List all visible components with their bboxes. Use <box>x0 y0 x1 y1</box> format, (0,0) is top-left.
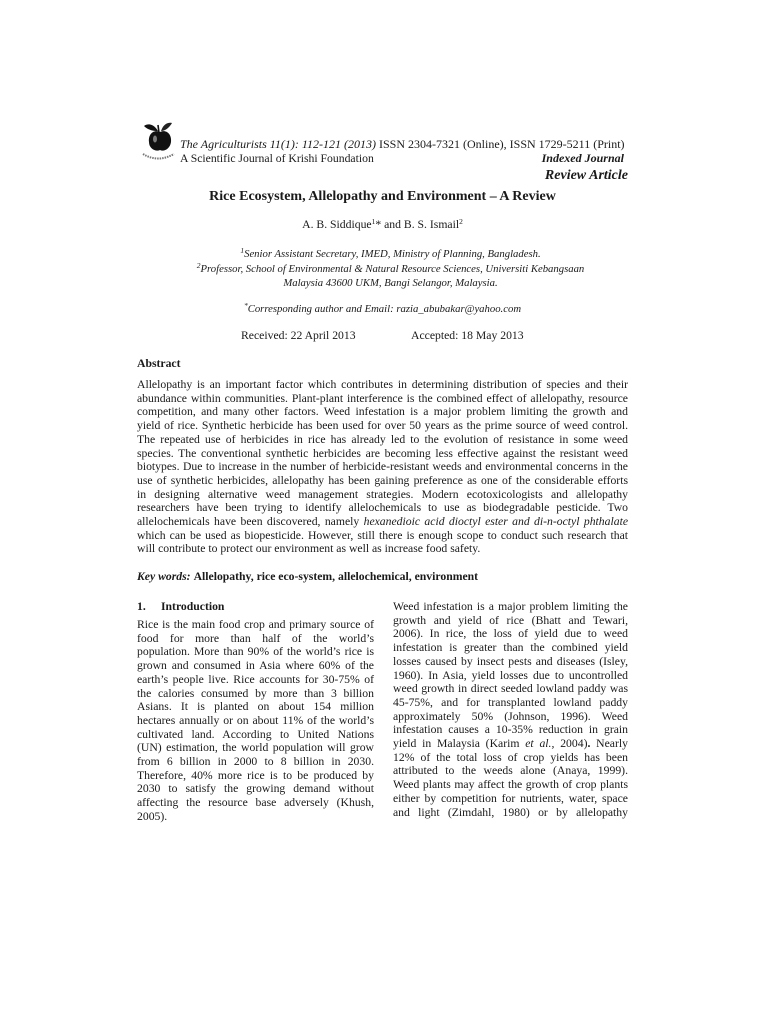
right-column-line-text: 2004) <box>554 737 588 751</box>
abstract-line: abundance within communities. Plant-plant interference is the combined effect of allelopathy, resource <box>137 391 628 405</box>
affiliation-2 <box>145 262 636 277</box>
affiliation-marker: 1 <box>371 217 376 226</box>
abstract-line: species. The conventional synthetic herbicides are becoming less effective against the resistant weed <box>137 446 628 460</box>
author-line <box>137 218 628 232</box>
received-date: Received: 22 April 2013 <box>241 329 356 342</box>
author-name: A. B. Siddique <box>302 218 372 231</box>
left-column-line: from 6 billion in 2000 to 8 billion in 2030. <box>137 755 374 769</box>
accepted-date: Accepted: 18 May 2013 <box>411 329 524 342</box>
left-column-line: 2005). <box>137 809 168 823</box>
affiliation-marker: 2 <box>459 217 463 226</box>
journal-citation: The Agriculturists 11(1): 112-121 (2013) <box>180 137 376 151</box>
indexed-label: Indexed Journal <box>541 151 624 165</box>
left-column-line: affecting the resource base adversely (Khush, <box>137 796 374 810</box>
affiliation-1 <box>145 247 636 262</box>
section-title: Introduction <box>161 600 225 613</box>
affiliation-2-continued <box>145 276 636 291</box>
right-column-line: 1960). In Asia, yield losses due to uncontrolled <box>393 668 628 682</box>
abstract-line: yield of rice. Synthetic herbicide has been used for over 50 years as the prime source of weed control. <box>137 419 628 433</box>
corresponding-author <box>137 302 628 316</box>
bold-period: . <box>587 737 591 751</box>
left-column-line: grown and consumed in Asia where 60% of the <box>137 659 374 673</box>
abstract-line: competition, and many other factors. Weed infestation is a major problem limiting the growth and <box>137 405 628 419</box>
right-column-line: Weed infestation is a major problem limiting the <box>393 600 628 613</box>
left-column-line: earth’s people live. Rice accounts for 30-75% of <box>137 672 374 686</box>
author-name: B. S. Ismail <box>403 218 460 231</box>
left-column-line: (UN) estimation, the world population will grow <box>137 741 374 755</box>
issn: ISSN 2304-7321 (Online), ISSN 1729-5211 (Print) <box>378 137 625 151</box>
abstract-line: researchers have been trying to identify allelochemicals to use as biodegradable pesticide. Two <box>137 501 628 515</box>
right-column-line: Weed plants may affect the growth of crop plants <box>393 778 628 792</box>
journal-logo <box>136 118 180 164</box>
keywords-label: Key words: <box>137 570 191 583</box>
journal-header-line <box>180 137 625 151</box>
right-column-line: infestation is greater than the combined yield <box>393 641 628 655</box>
journal-subheader-line <box>180 151 624 165</box>
keywords-text: Allelopathy, rice eco-system, allelochemical, environment <box>193 570 479 583</box>
right-column-line: approximately 50% (Johnson, 1996). Weed <box>393 709 628 723</box>
left-column-line: population. More than 90% of the world’s rice is <box>137 645 374 659</box>
section-number: 1. <box>137 600 146 613</box>
left-column-line: 2030 to satisfy the growing demand without <box>137 782 374 796</box>
right-column-line: either by competition for nutrients, water, space <box>393 791 628 805</box>
abstract-body <box>137 378 628 556</box>
left-column-line: Therefore, 40% more rice is to be produced by <box>137 768 374 782</box>
abstract-line-text: allelochemicals have been discovered, namely <box>137 515 364 529</box>
abstract-line: in designing alternative weed management strategies. Modern ecotoxicologists and allelopathy <box>137 487 628 501</box>
publisher: A Scientific Journal of Krishi Foundation <box>180 152 374 165</box>
abstract-line <box>137 515 628 529</box>
affiliation-marker: 1 <box>240 246 245 255</box>
abstract-line: biotypes. Due to increase in the number of herbicide-resistant weeds and environmental concerns in the <box>137 460 628 474</box>
corresponding-text: Corresponding author and Email: razia_abubakar@yahoo.com <box>247 303 522 315</box>
abstract-line: will contribute to protect our environment as well as increase food safety. <box>137 542 481 556</box>
left-column-line: hectares annually or on about 11% of the world’s <box>137 713 374 727</box>
right-column-line: growth and yield of rice (Bhatt and Tewari, <box>393 613 628 627</box>
abstract-line: Allelopathy is an important factor which contributes in determining distribution of species and their <box>137 378 628 391</box>
affiliation-text: Senior Assistant Secretary, IMED, Ministry of Planning, Bangladesh. <box>244 248 541 260</box>
right-column-line <box>393 737 628 751</box>
right-column-line: 45-75%, and for transplanted lowland paddy <box>393 695 628 709</box>
corresponding-marker: * <box>243 301 248 310</box>
left-column-line: food for more than half of the world’s <box>137 631 374 645</box>
right-column-line: 2006). In rice, the loss of yield due to weed <box>393 627 628 641</box>
et-al: et al., <box>525 737 555 751</box>
author-joiner: and <box>381 218 404 231</box>
right-column-line: and light (Zimdahl, 1980) or by allelopathy <box>393 805 628 819</box>
affiliation-marker: 2 <box>196 260 201 270</box>
right-column-line: losses caused by insect pests and diseases (Isley, <box>393 654 628 668</box>
compound-names: hexanedioic acid dioctyl ester and di-n-octyl phthalate <box>363 515 629 529</box>
left-column <box>137 618 374 824</box>
affiliation-text: Malaysia 43600 UKM, Bangi Selangor, Malaysia. <box>283 277 498 289</box>
apple-leaf-icon <box>136 118 180 164</box>
right-column-line-text: Nearly <box>590 737 628 751</box>
right-column-line: attributed to the weeds alone (Anaya, 1999). <box>393 764 628 778</box>
abstract-line: which can be used as biopesticide. However, still there is enough scope to conduct such research that <box>137 528 628 542</box>
right-column <box>393 600 628 819</box>
keywords <box>137 570 478 584</box>
left-column-line: the calories consumed by more than 3 billion <box>137 686 374 700</box>
left-column-line: cultivated land. According to United Nations <box>137 727 374 741</box>
right-column-line: 12% of the total loss of crop yields has been <box>393 750 628 764</box>
abstract-heading: Abstract <box>137 357 181 370</box>
left-column-line: Asians. It is planted on about 154 million <box>137 700 374 714</box>
article-type: Review Article <box>544 168 628 183</box>
left-column-line: Rice is the main food crop and primary source of <box>137 618 374 631</box>
right-column-line: weed growth in direct seeded lowland paddy was <box>393 682 628 696</box>
paper-title: Rice Ecosystem, Allelopathy and Environment – A Review <box>209 189 556 204</box>
abstract-line: The repeated use of herbicides in rice has already led to the evolution of resistance in some weed <box>137 432 628 446</box>
right-column-line-text: yield in Malaysia (Karim <box>393 737 526 751</box>
section-heading <box>137 600 224 614</box>
corresponding-marker: * <box>375 218 382 231</box>
right-column-line: infestation causes a 10-35% reduction in grain <box>393 723 628 737</box>
affiliations <box>145 247 636 291</box>
affiliation-text: Professor, School of Environmental & Natural Resource Sciences, Universiti Kebangsaan <box>200 262 585 275</box>
abstract-line: use of synthetic herbicides, allelopathy has been gaining preference as one of the considerable efforts <box>137 473 628 487</box>
